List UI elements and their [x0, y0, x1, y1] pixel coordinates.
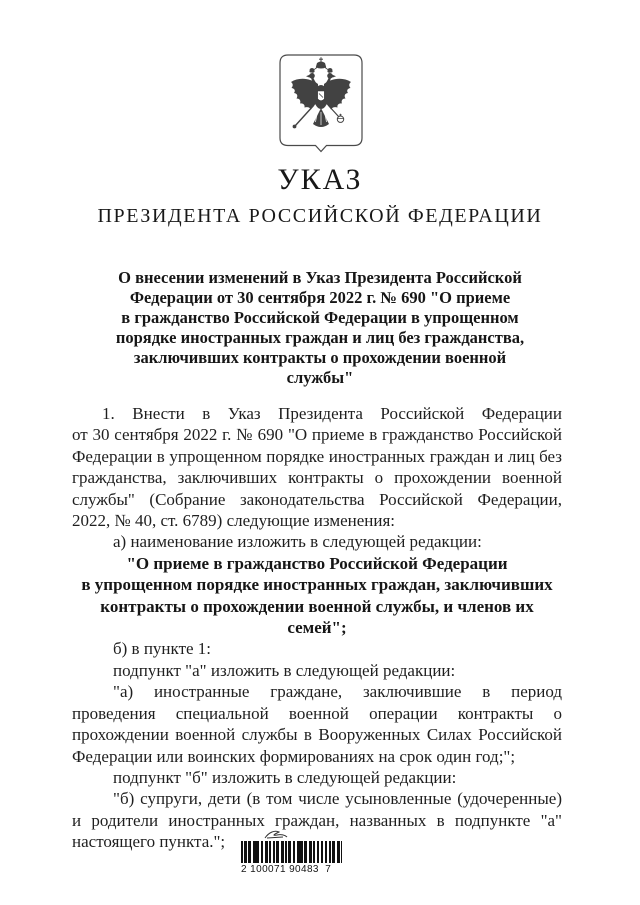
subject-heading [70, 268, 570, 388]
new-title-block [72, 553, 562, 639]
subitem-a-intro: подпункт "а" изложить в следующей редакции: [113, 660, 456, 680]
russian-coat-of-arms-icon [279, 54, 363, 153]
subject-line: О внесении изменений в Указ Президента Российской [118, 268, 522, 287]
print-mark-icon [263, 829, 289, 841]
paragraph-b-intro: б) в пункте 1: [113, 639, 212, 659]
barcode-digits: 2 100071 90483 7 [241, 864, 332, 875]
new-title-line: в упрощенном порядке иностранных граждан, заключивших [81, 575, 553, 595]
subitem-b-text: "б) супруги, дети (в том числе усыновленные (удочеренные) и родители иностранных граждан, названных в подпункте "а" настоящего пункта."; [72, 789, 562, 852]
decree-body [72, 403, 562, 853]
paragraph-a-intro: а) наименование изложить в следующей редакции: [113, 532, 482, 552]
subject-line: заключивших контракты о прохождении военной [133, 348, 507, 367]
subject-line: Федерации от 30 сентября 2022 г. № 690 "О приеме [129, 288, 511, 307]
subject-line: службы" [286, 368, 354, 387]
barcode-bars [241, 841, 342, 863]
document-title: УКАЗ [277, 163, 363, 196]
subject-line: в гражданство Российской Федерации в упрощенном [121, 308, 519, 327]
subitem-b-intro: подпункт "б" изложить в следующей редакции: [113, 767, 457, 787]
subitem-a-text: "а) иностранные граждане, заключившие в период проведения специальной военной операции контракты о прохождении военной службы в Вооруженных Силах Российской Федерации или воинских формированиях на срок один год;"; [72, 682, 562, 766]
new-title-line: контракты о прохождении военной службы, и членов их семей"; [100, 596, 534, 638]
new-title-line: "О приеме в гражданство Российской Федерации [126, 553, 508, 573]
barcode-block [241, 829, 347, 875]
paragraph-1-first-line: 1. Внести в Указ Президента Российской Федерации [102, 404, 562, 423]
subject-line: порядке иностранных граждан и лиц без гражданства, [115, 328, 525, 347]
paragraph-1-rest: от 30 сентября 2022 г. № 690 "О приеме в гражданство Российской Федерации в упрощенном порядке иностранных граждан и лиц без гражданства, заключивших контракты о прохождении военной службы" (Собрание законодательства Российской Федерации, 2022, № 40, ст. 6789) следующие изменения: [72, 425, 562, 531]
document-subtitle: ПРЕЗИДЕНТА РОССИЙСКОЙ ФЕДЕРАЦИИ [97, 205, 543, 227]
